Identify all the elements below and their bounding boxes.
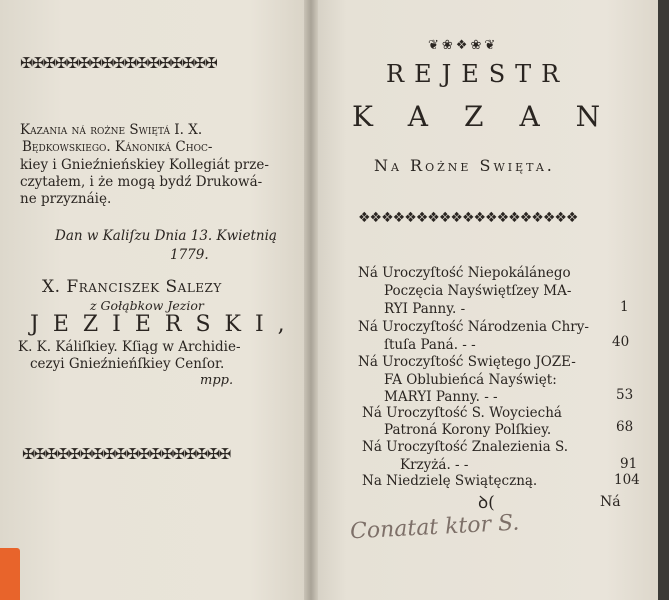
toc-entry-3-line-1: Ná Uroczyſtość Swiętego JOZE- [358,354,576,370]
title-rejestr: REJESTR [386,60,570,88]
censor-origin: z Gołąbkow Jezior [90,298,204,313]
approval-line-2: Będkowskiego. Kánoniká Choc- [22,139,213,155]
toc-entry-1-page: 1 [620,299,629,315]
toc-entry-5-line-2: Krzyżá. - - [400,457,469,473]
orange-bookmark-tab [0,548,20,600]
censor-mpp: mpp. [200,373,234,388]
left-ornament-bottom: ✠✠✠✠✠✠✠✠✠✠✠✠✠✠✠✠✠✠ [22,445,231,463]
toc-entry-5-page: 91 [620,456,638,472]
toc-entry-2-page: 40 [612,334,630,350]
toc-entry-5-line-1: Ná Uroczyſtość Znalezienia S. [362,439,569,455]
censor-title-line-2: cezyi Gnieźnieńſkiey Cenſor. [30,356,225,372]
toc-entry-4-line-2: Patroná Korony Polſkiey. [384,422,552,438]
approval-line-5: ne przyznáię. [20,191,112,207]
toc-entry-1-line-2: Poczęcia Nayświętſzey MA- [384,283,572,299]
approval-line-4: czytałem, i że mogą bydź Drukowá- [20,174,263,190]
left-ornament-top: ✠✠✠✠✠✠✠✠✠✠✠✠✠✠✠✠✠ [20,54,217,72]
toc-entry-1-line-1: Ná Uroczyſtość Niepokálánego [358,265,571,281]
approval-date: Dan w Kaliſzu Dnia 13. Kwietnią [55,228,277,244]
approval-line-3: kiey i Gnieźnieńskiey Kollegiát prze- [20,157,269,173]
handwritten-note: Conatat ktor S. [349,510,520,545]
catchword-mark: ꝺ( [478,493,495,513]
toc-entry-3-page: 53 [616,387,634,403]
toc-entry-4-line-1: Ná Uroczyſtość S. Woyciechá [362,405,562,421]
censor-surname: JEZIERSKI, [30,312,299,337]
toc-entry-6-page: 104 [614,472,640,488]
title-kazan: KAZAN [352,100,637,133]
approval-year: 1779. [170,247,209,263]
toc-entry-2-line-1: Ná Uroczyſtość Národzenia Chry- [358,319,589,335]
catchword: Ná [600,494,621,510]
right-ornament-top: ❦❀❖❀❦ [428,38,499,53]
right-ornament-divider: ❖❖❖❖❖❖❖❖❖❖❖❖❖❖❖❖❖❖❖ [358,210,578,226]
toc-entry-3-line-2: FA Oblubieńcá Nayświęt: [384,372,557,388]
book-gutter [304,0,318,600]
toc-entry-2-line-2: ſtuſa Paná. - - [384,337,476,353]
toc-entry-6-line-1: Na Niedzielę Swiątęczną. [362,473,538,489]
censor-name: X. Franciszek Salezy [42,277,222,297]
toc-entry-3-line-3: MARYI Panny. - - [384,389,498,405]
censor-title-line-1: K. K. Káliſkiey. Kſiąg w Archidie- [18,339,241,355]
toc-entry-4-page: 68 [616,419,634,435]
approval-line-1: Kazania ná rożne Swiętá I. X. [20,122,203,138]
toc-entry-1-line-3: RYI Panny. - [384,301,466,317]
subtitle: Na Rożne Swięta. [374,156,555,175]
